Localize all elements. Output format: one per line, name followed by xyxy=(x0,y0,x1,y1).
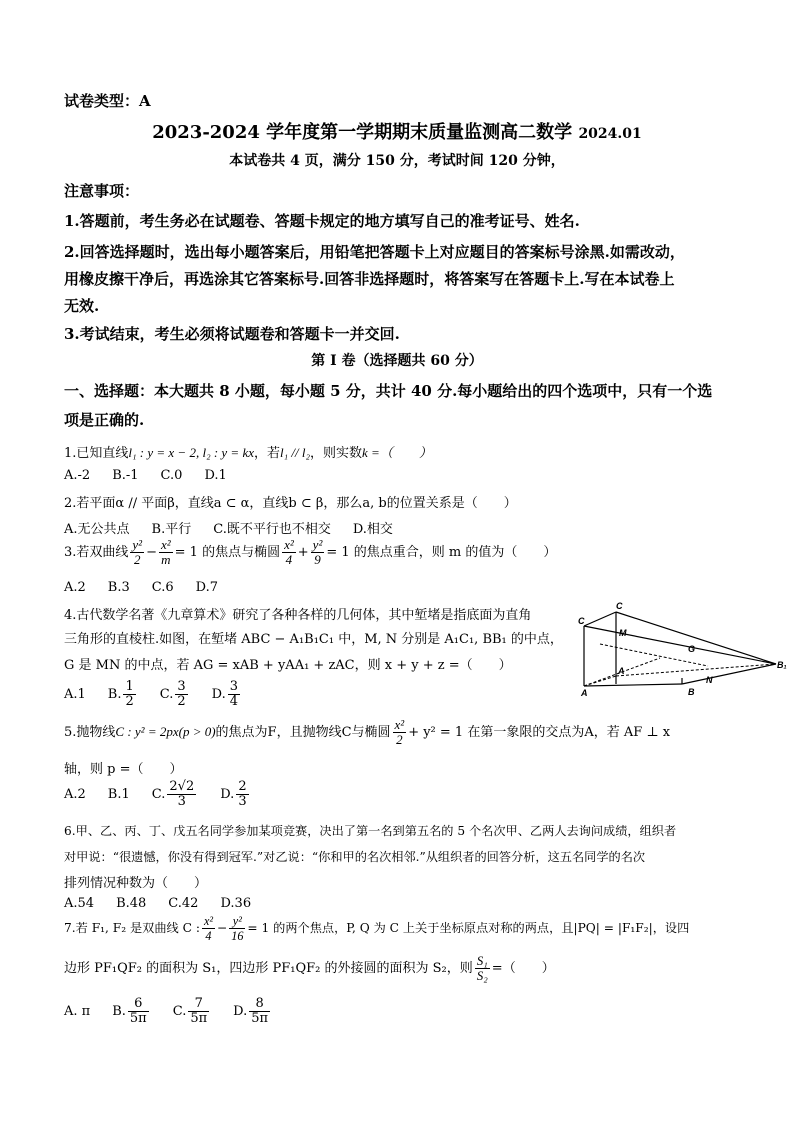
q6-option-d: D.36 xyxy=(220,896,252,911)
dash-a1-b1 xyxy=(616,664,776,676)
q7-line-2-post: =（ ） xyxy=(491,961,555,976)
q4-line-1: 4.古代数学名著《九章算术》研究了各种各样的几何体，其中堑堵是指底面为直角 xyxy=(64,608,532,623)
q4-line-3: G 是 MN 的中点，若 AG = xAB + yAA₁ + zAC，则 x + y + z =（ ） xyxy=(64,658,512,673)
q7-frac-1: $\frac{\text{x²}}{4}$ xyxy=(203,914,214,943)
q4-option-d-frac: $\frac{3}{4}$ xyxy=(229,679,239,709)
q7-option-b-frac: $\frac{6}{5\pi}$ xyxy=(129,996,147,1026)
q7-option-d: D. $\frac{8}{5\pi}$ xyxy=(233,996,269,1026)
q6-options xyxy=(64,896,273,911)
section-title: 第 I 卷（选择题共 60 分） xyxy=(311,353,483,369)
q3-frac-4: $\frac{\text{y²}}{9}$ xyxy=(312,537,323,567)
q2-options xyxy=(64,518,415,537)
prism-figure xyxy=(578,600,790,696)
part-heading-line-2: 项是正确的. xyxy=(64,411,145,429)
q1-options xyxy=(64,468,249,483)
q4-option-b-frac: $\frac{1}{2}$ xyxy=(125,679,134,709)
q4-option-b: B. $\frac{1}{2}$ xyxy=(107,679,134,709)
q7-options xyxy=(64,996,294,1028)
edge-a-b xyxy=(584,684,682,686)
q1-post: ，则实数 xyxy=(310,446,363,461)
notice-title: 注意事项： xyxy=(64,182,140,200)
q4-option-c: C. $\frac{3}{2}$ xyxy=(159,679,186,709)
title-text: 2023-2024 学年度第一学期期末质量监测高二数学 xyxy=(152,122,573,143)
notice-line-5: 3.考试结束，考生必须将试题卷和答题卡一并交回. xyxy=(64,325,400,343)
q3-option-b: B.3 xyxy=(107,580,130,595)
edge-c1-b1 xyxy=(584,626,776,664)
notice-line-4: 无效. xyxy=(64,297,100,315)
q2-option-b: B.平行 xyxy=(151,522,192,537)
edge-c-b1 xyxy=(616,612,776,664)
q3-frac-2: $\frac{\text{x²}}{m}$ xyxy=(160,537,171,567)
q1-lines: l₁ : y = x − 2, l₂ : y = kx xyxy=(128,445,254,460)
q2-option-d: D.相交 xyxy=(352,522,393,537)
q4-options xyxy=(64,680,264,709)
q6-option-b: B.48 xyxy=(116,896,147,911)
q4-line-2: 三角形的直棱柱.如图，在堑堵 ABC − A₁B₁C₁ 中，M, N 分别是 A₁C₁, BB₁ 的中点， xyxy=(64,632,563,647)
label-n: N xyxy=(706,675,713,685)
notice-line-1: 1.答题前，考生务必在试题卷、答题卡规定的地方填写自己的准考证号、姓名. xyxy=(64,212,580,230)
q5-option-c-frac: $\frac{2√2}{3}$ xyxy=(169,779,195,809)
edge-b-b1 xyxy=(682,664,776,684)
label-a1: A xyxy=(618,666,625,676)
q7-option-b: B. $\frac{6}{5\pi}$ xyxy=(112,996,147,1026)
q4-option-d: D. $\frac{3}{4}$ xyxy=(211,679,239,709)
q5-option-b: B.1 xyxy=(107,787,130,802)
q5-option-d-frac: $\frac{2}{3}$ xyxy=(238,779,247,809)
q4-option-c-frac: $\frac{3}{2}$ xyxy=(177,679,186,709)
q7-option-d-frac: $\frac{8}{5\pi}$ xyxy=(251,996,269,1026)
q5-options xyxy=(64,780,273,810)
title-date: 2024.01 xyxy=(578,126,642,142)
q3-mid: = 1 的焦点与椭圆 xyxy=(174,545,281,560)
subtitle: 本试卷共 4 页，满分 150 分，考试时间 120 分钟， xyxy=(229,153,565,169)
q1-option-c: C.0 xyxy=(160,468,183,483)
q1-mid: ，若 xyxy=(254,446,281,461)
q7-option-c-frac: $\frac{7}{5\pi}$ xyxy=(190,996,208,1026)
page-title xyxy=(0,118,794,144)
notice-line-2: 2.回答选择题时，选出每小题答案后，用铅笔把答题卡上对应题目的答案标号涂黑.如需改动， xyxy=(64,243,685,261)
q1-option-d: D.1 xyxy=(204,468,227,483)
q1-option-b: B.-1 xyxy=(112,468,139,483)
q5-line-2: 轴，则 p =（ ） xyxy=(64,762,183,777)
q6-option-c: C.42 xyxy=(168,896,199,911)
label-b1: B₁ xyxy=(777,660,787,670)
q6-line-3: 排列情况种数为（ ） xyxy=(64,876,208,891)
q5-frac: $\frac{\text{x²}}{2}$ xyxy=(394,717,405,747)
q7-frac-2: $\frac{\text{y²}}{16}$ xyxy=(231,914,244,943)
question-5 xyxy=(64,718,670,747)
q1-option-a: A.-2 xyxy=(64,468,91,483)
q1-condition: l₁ // l₂ xyxy=(280,445,311,460)
q6-option-a: A.54 xyxy=(64,896,95,911)
q5-option-d: D. $\frac{2}{3}$ xyxy=(220,779,247,809)
question-7: 7.若 F₁, F₂ 是双曲线 C : $\frac{\text{x²}}{4}$ − $\frac{\text{y²}}{16}$ = 1 的两个焦点，P, Q 为 C 上关于坐标原点对称的两点，且|PQ| = |F₁F₂|，设四 xyxy=(64,914,690,943)
q6-line-2: 对甲说：“很遗憾，你没有得到冠军.”对乙说：“你和甲的名次相邻.”从组织者的回答分析，这五名同学的名次 xyxy=(64,850,646,864)
label-a: A xyxy=(581,688,588,696)
q1-ask: k =（ ） xyxy=(362,445,432,460)
question-2: 2.若平面α // 平面β，直线a ⊂ α，直线b ⊂ β，那么a, b的位置关系是（ ） xyxy=(64,496,517,511)
q3-option-a: A.2 xyxy=(64,580,86,595)
q5-post: + y² = 1 在第一象限的交点为A，若 AF ⊥ x xyxy=(408,725,671,740)
q3-option-c: C.6 xyxy=(151,580,174,595)
q5-parabola: C : y² = 2px(p > 0) xyxy=(115,724,216,739)
question-1 xyxy=(64,442,432,461)
q3-pre: 3.若双曲线 xyxy=(64,545,129,560)
label-g: G xyxy=(688,644,696,654)
q3-option-d: D.7 xyxy=(195,580,219,595)
q7-ratio: $\frac{\text{S₁}}{\text{S₂}}$ xyxy=(476,953,488,983)
q7-option-a: A. π xyxy=(64,1004,91,1019)
label-b: B xyxy=(688,687,695,696)
label-m: M xyxy=(619,628,627,638)
q5-pre: 5.抛物线 xyxy=(64,725,116,740)
paper-type: 试卷类型：A xyxy=(64,92,151,110)
q3-post: = 1 的焦点重合，则 m 的值为（ ） xyxy=(326,545,557,560)
question-3: 3.若双曲线 $\frac{\text{y²}}{2}$ − $\frac{\text{x²}}{m}$ = 1 的焦点与椭圆 $\frac{\text{x²}}{4}$ + $\frac{\text{y²}}{9}$ = 1 的焦点重合，则 m 的值为（ ） xyxy=(64,537,557,567)
q7-pre: 7.若 F₁, F₂ 是双曲线 C : xyxy=(64,921,200,935)
q5-mid: 的焦点为F，且抛物线C与椭圆 xyxy=(215,725,391,740)
q4-option-a: A.1 xyxy=(64,687,86,702)
q2-option-a: A.无公共点 xyxy=(64,522,130,537)
q5-option-c: C. $\frac{2√2}{3}$ xyxy=(151,779,195,809)
edge-c1-c xyxy=(584,612,616,626)
part-heading-line-1: 一、选择题：本大题共 8 小题，每小题 5 分，共计 40 分.每小题给出的四个选项中，只有一个选 xyxy=(64,382,713,400)
q7-line-2 xyxy=(64,954,555,983)
label-c1: C xyxy=(578,616,585,626)
label-c-top: C xyxy=(616,601,623,611)
q3-frac-3: $\frac{\text{x²}}{4}$ xyxy=(284,537,294,567)
q7-option-c: C. $\frac{7}{5\pi}$ xyxy=(172,996,208,1026)
q2-option-c: C.既不平行也不相交 xyxy=(213,522,331,537)
q1-pre: 1.已知直线 xyxy=(64,446,129,461)
q6-line-1: 6.甲、乙、丙、丁、戊五名同学参加某项竞赛，决出了第一名到第五名的 5 个名次甲、乙两人去询问成绩，组织者 xyxy=(64,824,677,838)
q3-frac-1: $\frac{\text{y²}}{2}$ xyxy=(132,537,143,567)
q3-options xyxy=(64,580,240,595)
q5-option-a: A.2 xyxy=(64,787,86,802)
q7-line-2-pre: 边形 PF₁QF₂ 的面积为 S₁，四边形 PF₁QF₂ 的外接圆的面积为 S₂，则 xyxy=(64,961,473,976)
q7-post: = 1 的两个焦点，P, Q 为 C 上关于坐标原点对称的两点，且|PQ| = |F₁F₂|，设四 xyxy=(247,921,690,935)
notice-line-3: 用橡皮擦干净后，再选涂其它答案标号.回答非选择题时，将答案写在答题卡上.写在本试卷上 xyxy=(64,270,675,288)
